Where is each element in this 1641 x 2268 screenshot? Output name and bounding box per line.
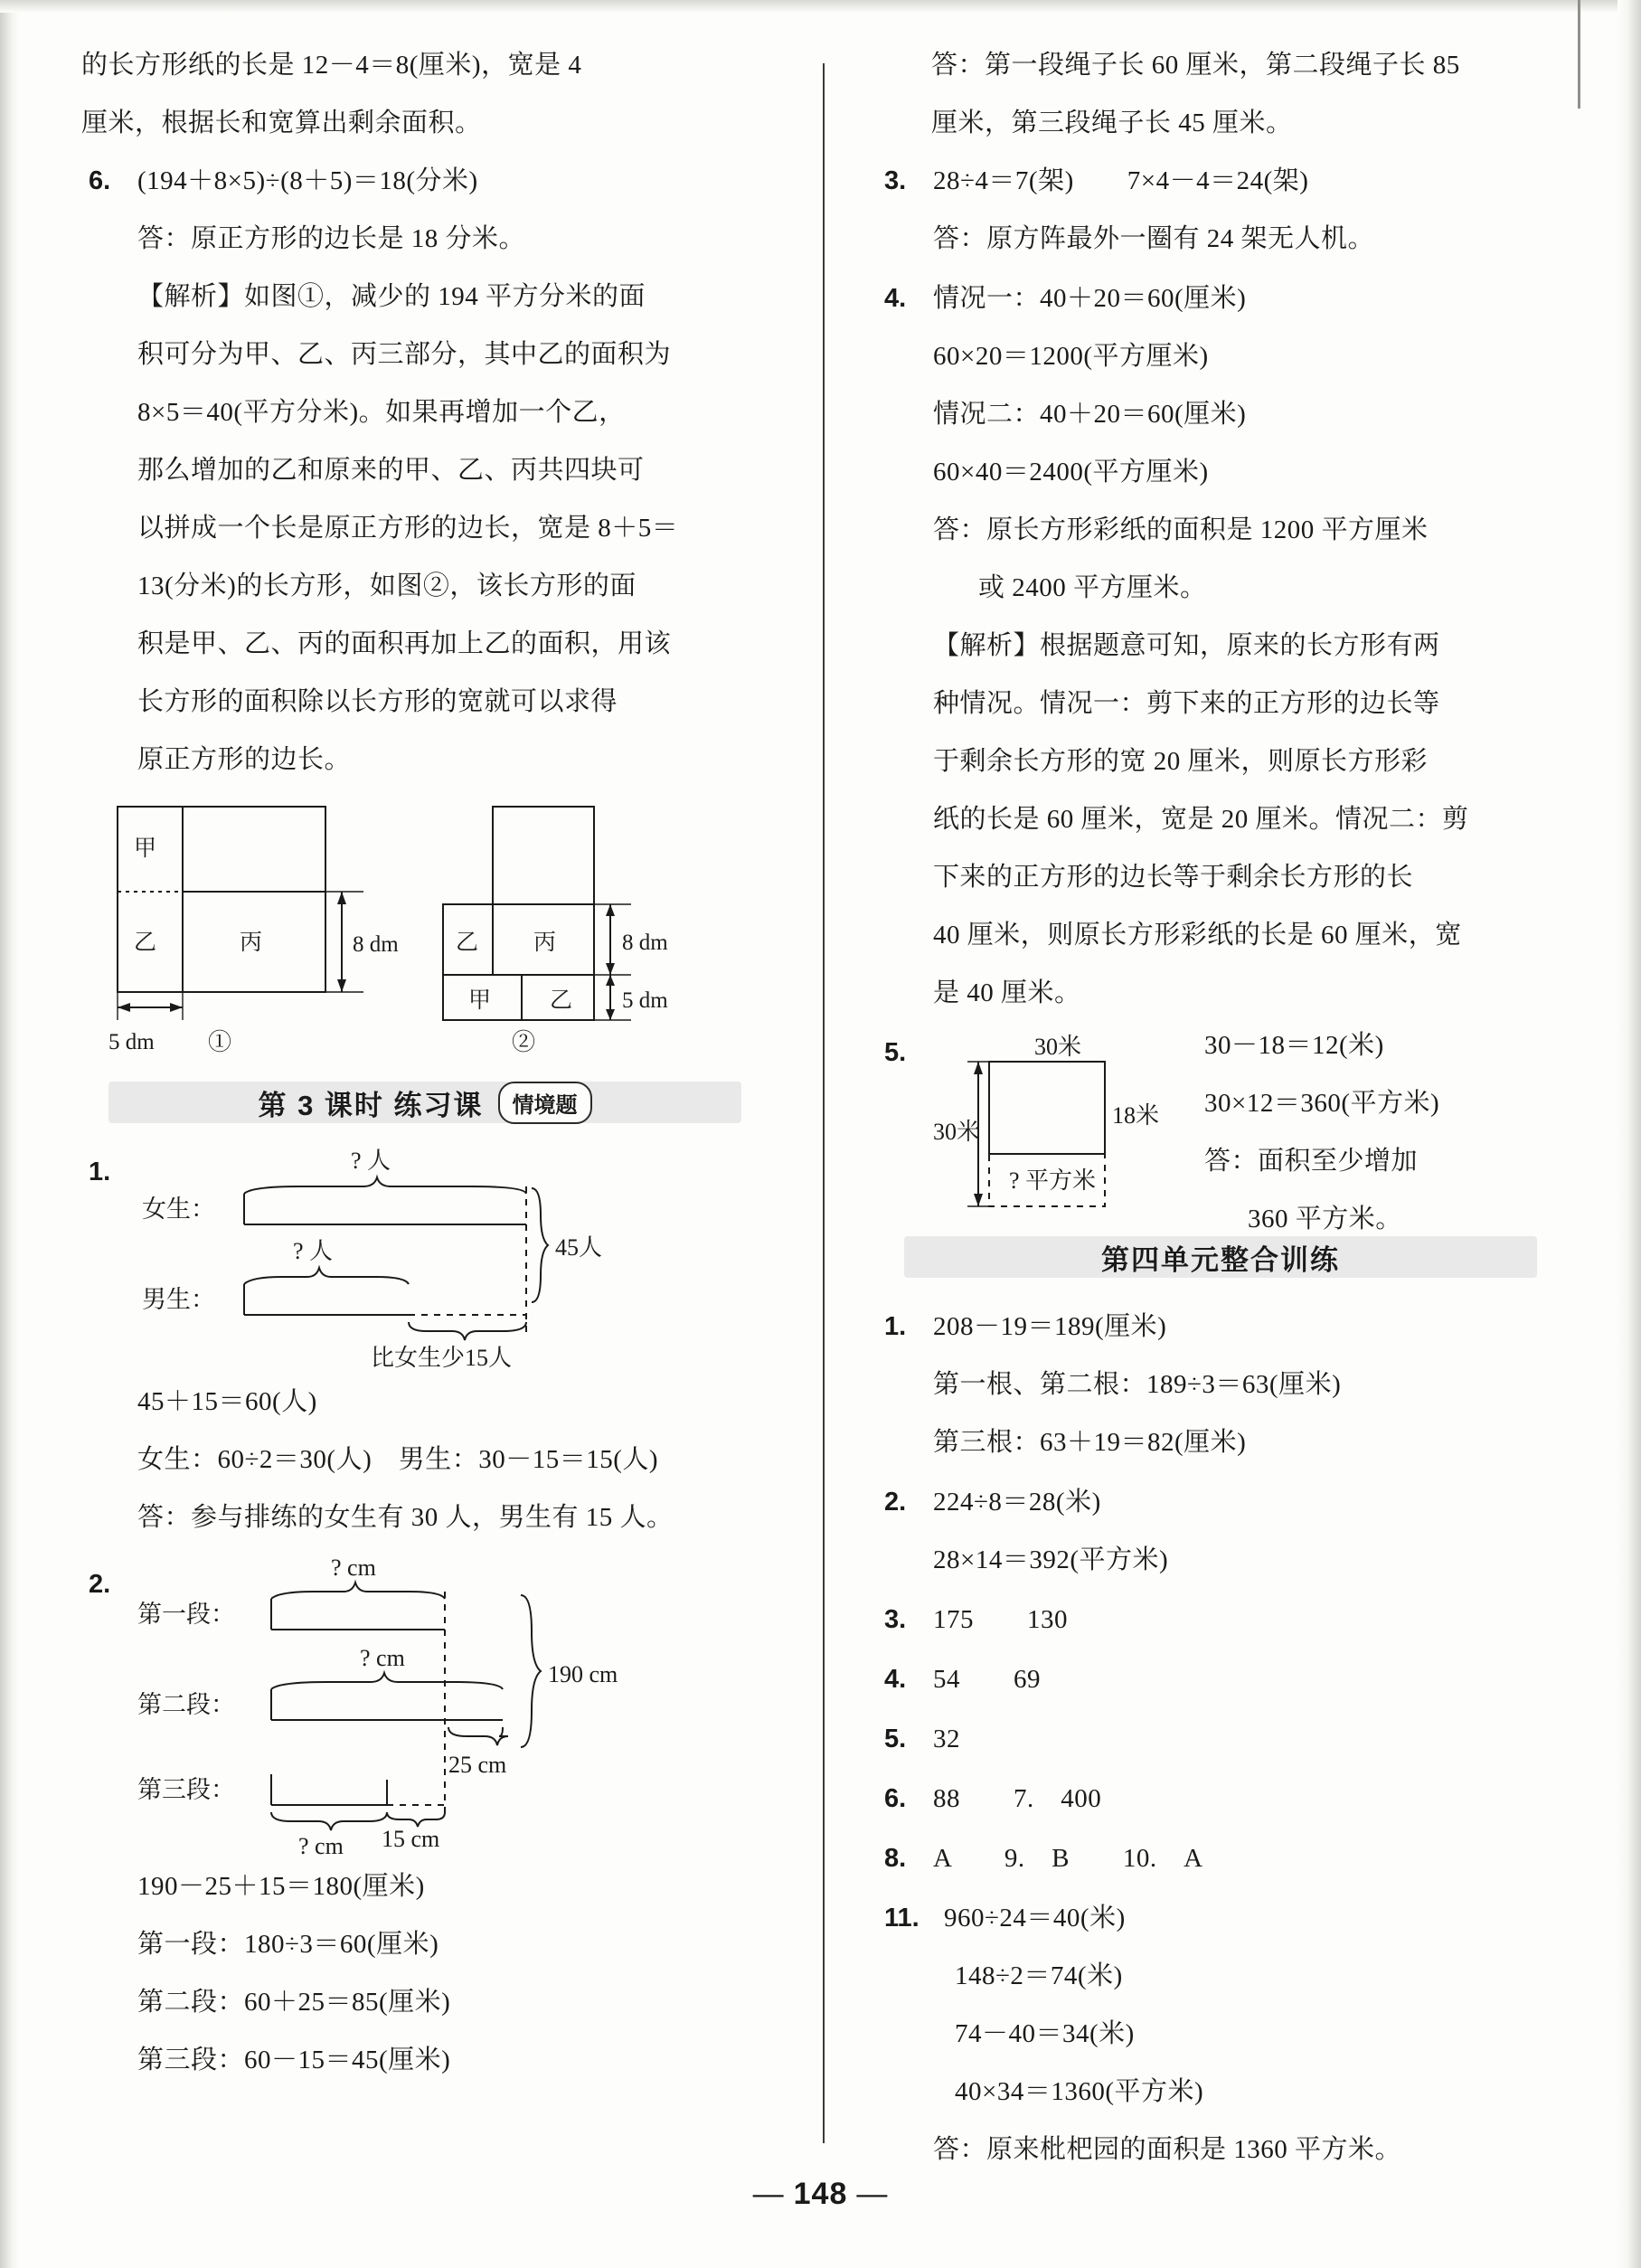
seg3-brace-label: ? cm: [298, 1833, 344, 1859]
answer-item-5: [877, 1024, 1564, 1233]
figure2-dim-bottom: 5 dm: [622, 988, 668, 1013]
continued-line: 厘米，根据长和宽算出剩余面积。: [81, 109, 482, 137]
rect-inner-label: ? 平方米: [1009, 1167, 1097, 1194]
page-edge-shadow-right: [1617, 0, 1641, 2268]
answer-line: 208－19＝189(厘米): [933, 1312, 1167, 1341]
answer-line: 第三段：60－15＝45(厘米): [137, 2046, 451, 2074]
item-number: 11.: [884, 1904, 920, 1933]
answer-line: 60×40＝2400(平方厘米): [933, 458, 1209, 487]
unit-answer-item-6: [877, 1770, 1564, 1828]
figure1-label-jia: 甲: [134, 836, 157, 861]
answer-item-4: [877, 269, 1564, 1022]
unit-answer-item-1: [877, 1298, 1564, 1471]
answer-line: 960÷24＝40(米): [944, 1904, 1126, 1933]
answer-line: 第一根、第二根：189÷3＝63(厘米): [933, 1370, 1342, 1399]
item-number: 3.: [884, 1605, 907, 1634]
section-heading-unit4: [877, 1233, 1564, 1281]
section-heading-lesson3: [81, 1078, 769, 1127]
seg2-brace-label: ? cm: [360, 1645, 405, 1671]
answer-line: 30×12＝360(平方米): [1204, 1089, 1440, 1118]
item-number: 6.: [884, 1784, 907, 1813]
difference-brace-label: 比女生少15人: [371, 1345, 513, 1371]
total-brace-label-190: 190 cm: [548, 1661, 618, 1687]
figure-bar-model-students: [137, 1143, 769, 1369]
rect-top-label: 30米: [1034, 1034, 1082, 1060]
answer-line: 答：第一段绳子长 60 厘米，第二段绳子长 85: [931, 51, 1460, 80]
item-number: 5.: [884, 1038, 907, 1067]
figure-bar-model-ropes: [137, 1555, 769, 1859]
item-number: 4.: [884, 284, 907, 313]
figure2-label-yi-left: 乙: [456, 931, 479, 955]
figure2-dim-top: 8 dm: [622, 931, 668, 955]
answer-line: 情况二：40＋20＝60(厘米): [933, 400, 1247, 429]
item-number: 8.: [884, 1844, 907, 1873]
answer-line: 45＋15＝60(人): [137, 1387, 317, 1416]
unit-answer-item-4: [877, 1650, 1564, 1708]
analysis-line: 长方形的面积除以长方形的宽就可以求得: [137, 687, 618, 716]
item-number: 3.: [884, 166, 907, 195]
answer-line: A 9. B 10. A: [933, 1844, 1203, 1873]
answer-item-2: [81, 1555, 769, 2089]
analysis-line: 以拼成一个长是原正方形的边长，宽是 8＋5＝: [137, 514, 679, 543]
column-divider: [823, 63, 825, 2143]
page-number: 148: [793, 2177, 848, 2211]
item-number: 2.: [884, 1488, 907, 1517]
section-heading-title: 第四单元整合训练: [1101, 1243, 1340, 1276]
unit-answer-item-3: [877, 1591, 1564, 1649]
figure1-label-yi: 乙: [134, 931, 157, 955]
unit-answer-item-11: [877, 1889, 1564, 2178]
answer-line: 答：原来枇杷园的面积是 1360 平方米。: [933, 2135, 1402, 2164]
analysis-line: 40 厘米，则原长方形彩纸的长是 60 厘米，宽: [933, 921, 1462, 950]
rope-label-seg2: 第二段：: [137, 1691, 235, 1718]
answer-line: 答：原长方形彩纸的面积是 1200 平方厘米: [933, 515, 1429, 544]
answer-line: 360 平方米。: [1248, 1205, 1402, 1233]
page-edge-shadow-top: [0, 0, 1641, 13]
answer-line: 答：原方阵最外一圈有 24 架无人机。: [933, 224, 1375, 253]
rope-label-seg1: 第一段：: [137, 1601, 235, 1628]
answer-line: 148÷2＝74(米): [955, 1961, 1123, 1990]
rope-label-seg3: 第三段：: [137, 1776, 235, 1803]
figure2-label-bing: 丙: [533, 931, 557, 955]
analysis-line: 于剩余长方形的宽 20 厘米，则原长方形彩: [933, 747, 1429, 776]
continued-line: 的长方形纸的长是 12－4＝8(厘米)，宽是 4: [81, 51, 582, 80]
bar-label-girls: 女生：: [142, 1195, 215, 1223]
answer-item-6: [81, 152, 769, 789]
analysis-line: 原正方形的边长。: [137, 745, 352, 774]
analysis-line: 8×5＝40(平方分米)。如果再增加一个乙，: [137, 398, 626, 427]
analysis-line: 种情况。情况一：剪下来的正方形的边长等: [933, 689, 1440, 718]
answer-line: 32: [933, 1725, 960, 1753]
section-heading-title: 第 3 课时 练习课: [258, 1089, 484, 1121]
answer-line: 或 2400 平方厘米。: [978, 573, 1207, 602]
footer-dash-right: —: [856, 2177, 889, 2211]
answer-line: 答：面积至少增加: [1204, 1147, 1419, 1176]
analysis-line: 是 40 厘米。: [933, 978, 1081, 1007]
figure2-caption: ②: [512, 1029, 536, 1055]
unit-answer-item-8: [877, 1829, 1564, 1887]
total-brace-label: 45人: [555, 1234, 603, 1261]
analysis-line: 13(分米)的长方形，如图②，该长方形的面: [137, 572, 637, 600]
seg1-brace-label: ? cm: [331, 1555, 376, 1581]
answer-line: (194＋8×5)÷(8＋5)＝18(分米): [137, 166, 478, 195]
answer-line: 74－40＝34(米): [955, 2019, 1135, 2048]
answer-item-1: [81, 1143, 769, 1546]
situational-question-badge: 情境题: [498, 1082, 592, 1124]
answer-line: 第二段：60＋25＝85(厘米): [137, 1988, 451, 2017]
answer-line: 28×14＝392(平方米): [933, 1545, 1169, 1574]
bar-label-boys: 男生：: [142, 1286, 215, 1313]
analysis-line: 纸的长是 60 厘米，宽是 20 厘米。情况二：剪: [933, 805, 1469, 834]
unit-answer-item-2: [877, 1473, 1564, 1589]
answer-line: 175 130: [933, 1605, 1069, 1634]
figure1-label-bing: 丙: [240, 931, 263, 955]
unit-answer-item-5: [877, 1710, 1564, 1768]
answer-line: 88 7. 400: [933, 1784, 1102, 1813]
answer-line: 60×20＝1200(平方厘米): [933, 342, 1209, 371]
answer-line: 答：原正方形的边长是 18 分米。: [137, 224, 526, 253]
item-number: 1.: [89, 1158, 111, 1186]
analysis-line: 【解析】如图①，减少的 194 平方分米的面: [137, 282, 646, 311]
figure2-label-yi-bottom: 乙: [550, 988, 573, 1013]
footer-dash-left: —: [752, 2177, 785, 2211]
page-edge-shadow-left: [0, 0, 20, 2268]
page-footer: [0, 2177, 1641, 2212]
rect-left-label: 30米: [933, 1119, 981, 1145]
item-number: 6.: [89, 166, 111, 195]
answer-line: 30－18＝12(米): [1204, 1031, 1384, 1060]
d25-label: 25 cm: [448, 1752, 507, 1778]
analysis-line: 那么增加的乙和原来的甲、乙、丙共四块可: [137, 456, 645, 485]
right-column: [877, 36, 1564, 2170]
item-number: 2.: [89, 1570, 111, 1599]
answer-line: 190－25＋15＝180(厘米): [137, 1872, 425, 1901]
item-number: 4.: [884, 1665, 907, 1694]
analysis-line: 下来的正方形的边长等于剩余长方形的长: [933, 863, 1414, 892]
d15-label: 15 cm: [382, 1826, 440, 1852]
answer-line: 第一段：180÷3＝60(厘米): [137, 1930, 439, 1959]
answer-line: 40×34＝1360(平方米): [955, 2077, 1204, 2106]
analysis-line: 积是甲、乙、丙的面积再加上乙的面积，用该: [137, 629, 672, 658]
rect-right-label: 18米: [1112, 1102, 1160, 1129]
figure1-dim-width: 5 dm: [108, 1030, 155, 1054]
girls-brace-label: ? 人: [351, 1148, 391, 1174]
answer-line: 54 69: [933, 1665, 1042, 1694]
figure1-caption: ①: [208, 1029, 232, 1055]
answer-line: 答：参与排练的女生有 30 人，男生有 15 人。: [137, 1503, 674, 1532]
answer-line: 第三根：63＋19＝82(厘米): [933, 1428, 1247, 1457]
figure-group-squares: [81, 798, 769, 1054]
figure2-label-jia: 甲: [468, 988, 492, 1013]
two-column-body: [81, 36, 1564, 2170]
answer-line: 厘米，第三段绳子长 45 厘米。: [931, 109, 1293, 137]
answer-line: 女生：60÷2＝30(人) 男生：30－15＝15(人): [137, 1445, 659, 1474]
boys-brace-label: ? 人: [293, 1238, 334, 1264]
left-column: [81, 36, 769, 2170]
item-number: 1.: [884, 1312, 907, 1341]
analysis-line: 积可分为甲、乙、丙三部分，其中乙的面积为: [137, 340, 672, 369]
figure-rectangle-area: [933, 1033, 1204, 1218]
analysis-line: 【解析】根据题意可知，原来的长方形有两: [933, 631, 1440, 660]
answer-item-3: [877, 152, 1564, 268]
answer-line: 224÷8＝28(米): [933, 1488, 1101, 1517]
figure1-dim-height: 8 dm: [353, 932, 399, 957]
item-number: 5.: [884, 1725, 907, 1753]
crop-mark: [1578, 0, 1580, 109]
answer-line: 28÷4＝7(架) 7×4－4＝24(架): [933, 166, 1309, 195]
answer-line: 情况一：40＋20＝60(厘米): [933, 284, 1247, 313]
